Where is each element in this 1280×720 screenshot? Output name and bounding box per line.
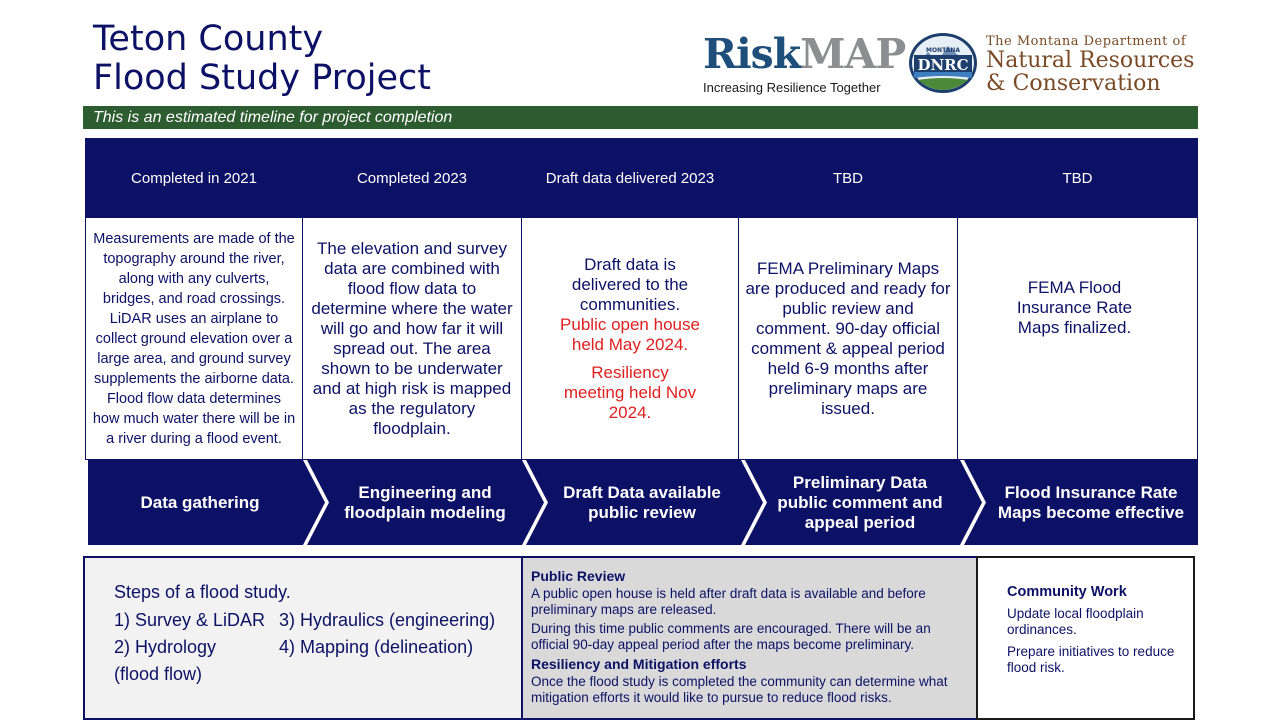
- column-text-highlight: Public open house held May 2024.: [560, 314, 700, 354]
- timeline-banner: This is an estimated timeline for project completion: [83, 106, 1198, 129]
- column-body: [958, 218, 1197, 459]
- step-item: 1) Survey & LiDAR: [114, 610, 266, 630]
- phase-label: Engineering and floodplain modeling: [344, 482, 506, 522]
- steps-title: Steps of a flood study.: [114, 582, 291, 602]
- column-header: TBD: [739, 139, 957, 218]
- timeline-table: [85, 138, 1198, 460]
- step-item: 4) Mapping (delineation): [279, 637, 474, 657]
- step-item: 2) Hydrology: [114, 637, 217, 657]
- step-item: 3) Hydraulics (engineering): [279, 610, 496, 630]
- dnrc-seal-icon: [908, 32, 978, 94]
- community-work-box: [976, 556, 1195, 720]
- public-review-box: [523, 556, 978, 720]
- community-work-text: Update local floodplain ordinances.: [1007, 606, 1144, 637]
- title-line-2: Flood Study Project: [93, 58, 431, 98]
- column-text: Draft data is delivered to the communities.: [571, 254, 689, 314]
- phase-label: Draft Data available public review: [563, 482, 721, 522]
- dnrc-line-1: The Montana Department of: [986, 34, 1187, 49]
- column-body: [739, 218, 957, 459]
- column-header: Completed 2023: [303, 139, 521, 218]
- community-work-heading: Community Work: [1007, 584, 1127, 600]
- resiliency-text: Once the flood study is completed the community can determine what mitigation efforts it would like to pursue to reduce flood risks.: [531, 674, 948, 705]
- community-work-content: [1007, 584, 1187, 682]
- column-body: [86, 218, 302, 459]
- column-header: TBD: [958, 139, 1197, 218]
- community-work-text: Prepare initiatives to reduce flood risk.: [1007, 644, 1175, 675]
- public-review-text: During this time public comments are encouraged. There will be an official 90-day appeal period after the maps become preliminary.: [531, 621, 931, 652]
- riskmap-tagline: Increasing Resilience Together: [703, 80, 881, 95]
- step-item: (flood flow): [114, 664, 203, 684]
- riskmap-logo: [703, 32, 905, 76]
- column-text-highlight: Resiliency meeting held Nov 2024.: [563, 362, 697, 422]
- public-review-content: [531, 568, 971, 709]
- column-header: Draft data delivered 2023: [522, 139, 738, 218]
- public-review-text: A public open house is held after draft data is available and before preliminary maps are released.: [531, 586, 926, 617]
- resiliency-heading: Resiliency and Mitigation efforts: [531, 656, 747, 672]
- page-title: [93, 20, 431, 98]
- column-body: [303, 218, 521, 459]
- timeline-column-3: [522, 139, 739, 459]
- phase-label: Flood Insurance Rate Maps become effective: [997, 482, 1185, 522]
- column-text: FEMA Preliminary Maps are produced and ready for public review and comment. 90-day official comment & appeal period held 6-9 months after preliminary maps are issued.: [745, 258, 951, 418]
- timeline-column-4: [739, 139, 958, 459]
- dnrc-seal-text: DNRC: [917, 56, 969, 74]
- steps-box: [83, 556, 523, 720]
- phase-label: Data gathering: [140, 492, 260, 512]
- column-text: FEMA Flood Insurance Rate Maps finalized.: [1016, 278, 1133, 337]
- dnrc-logo-text: [986, 34, 1194, 95]
- phase-label: Preliminary Data public comment and appeal period: [777, 472, 943, 532]
- public-review-heading: Public Review: [531, 568, 626, 584]
- column-body: [522, 218, 738, 459]
- dnrc-line-3: & Conservation: [986, 71, 1161, 96]
- dnrc-seal-top-text: MONTANA: [925, 47, 961, 54]
- column-header: Completed in 2021: [86, 139, 302, 218]
- dnrc-line-2: Natural Resources: [986, 48, 1195, 73]
- column-text: The elevation and survey data are combined with flood flow data to determine where the water will go and how far it will spread out. The area shown to be underwater and at high risk is mapped as the regulatory floodplain.: [311, 238, 513, 438]
- timeline-column-5: [958, 139, 1197, 459]
- column-text: Measurements are made of the topography around the river, along with any culverts, bridges, and road crossings. LiDAR uses an airplane to collect ground elevation over a large area, and ground survey supplements the airborne data. Flood flow data determines how much water there will be in a river during a flood event.: [92, 230, 296, 447]
- riskmap-logo-map: MAP: [800, 30, 906, 78]
- timeline-column-2: [303, 139, 522, 459]
- title-line-1: Teton County: [93, 19, 324, 59]
- timeline-column-1: [86, 139, 303, 459]
- riskmap-logo-risk: Risk: [703, 30, 801, 78]
- phase-chevrons: [88, 460, 1198, 545]
